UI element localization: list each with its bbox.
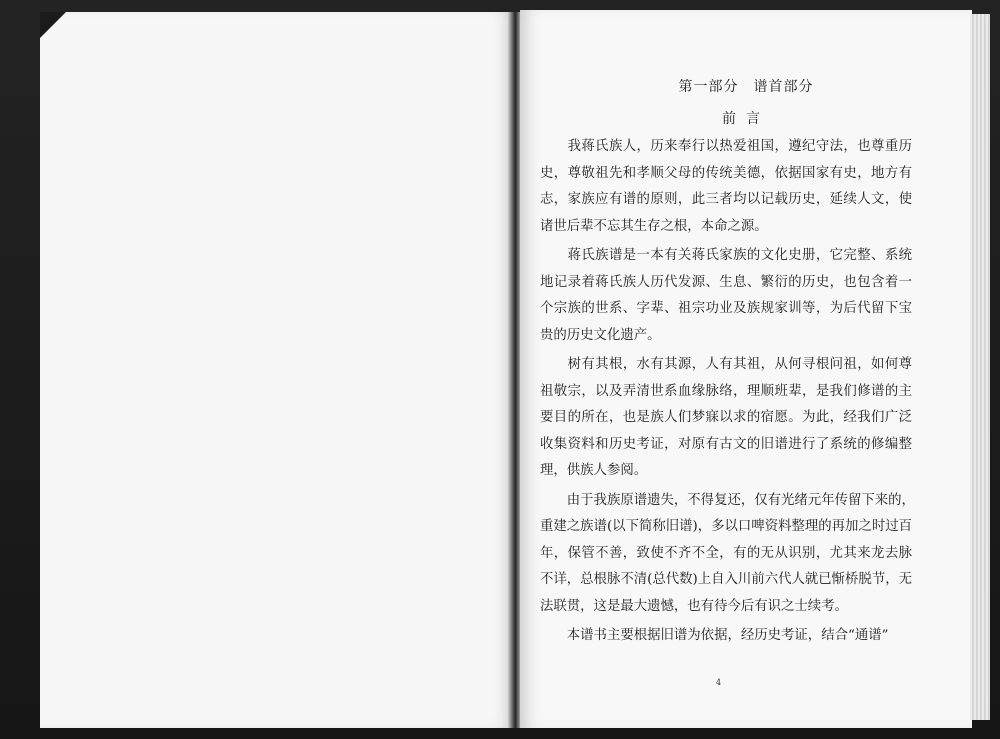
text-line: 重建之族谱(以下简称旧谱)，多以口啤资料整理的再加之时过百	[540, 519, 912, 534]
paragraph	[540, 488, 915, 621]
section-title: 前言	[722, 111, 770, 127]
bleed-through-text	[56, 70, 460, 203]
folded-corner	[40, 12, 66, 38]
text-line: 蒋氏族谱是一本有关蒋氏家族的文化史册，它完整、系统	[540, 248, 912, 263]
text-line: 树有其根，水有其源，人有其祖，从何寻根问祖，如何尊	[540, 357, 912, 372]
paragraph	[540, 134, 912, 240]
text-line: 地记录着蒋氏族人历代发源、生息、繁衍的历史，也包含着一	[540, 274, 912, 290]
right-page-content	[540, 70, 915, 653]
text-line: 年，保管不善，致使不齐不全，有的无从识别，尤其来龙去脉	[540, 545, 912, 561]
text-line: 个宗族的世系、字辈、祖宗功业及族规家训等，为后代留下宝	[540, 301, 912, 316]
text-line: 我蒋氏族人，历来奉行以热爱祖国，遵纪守法，也尊重历	[540, 139, 912, 154]
text-line: 诸世后辈不忘其生存之根，本命之源。	[540, 218, 768, 234]
paragraph	[540, 243, 912, 349]
text-line: 由于我族原谱遗失，不得复还，仅有光绪元年传留下来的，	[540, 492, 915, 508]
paragraph	[540, 623, 912, 650]
part-title: 第一部分 谱首部分	[678, 79, 814, 95]
text-line: 志，家族应有谱的原则，此三者均以记载历史，延续人文，使	[540, 192, 912, 207]
text-line: 法联贯，这是最大遗憾，也有待今后有识之士续考。	[540, 598, 848, 614]
text-line: 史，尊敬祖先和孝顺父母的传统美德，依据国家有史，地方有	[540, 165, 912, 181]
text-line: 要目的所在，也是族人们梦寐以求的宿愿。为此，经我们广泛	[540, 410, 912, 425]
text-line: 祖敬宗，以及弄清世系血缘脉络，理顺班辈，是我们修谱的主	[540, 383, 912, 399]
text-line: 贵的历史文化遗产。	[540, 327, 661, 343]
text-line: 理，供族人参阅。	[540, 463, 648, 478]
text-line: 本谱书主要根据旧谱为依据，经历史考证，结合“通谱”	[540, 628, 889, 643]
paragraph	[540, 352, 912, 485]
text-line: 不详，总根脉不清(总代数)上自入川前六代人就已惭桥脱节，无	[540, 572, 912, 587]
page-edges	[970, 14, 990, 720]
text-line: 收集资料和历史考证，对原有古文的旧谱进行了系统的修编整	[540, 436, 912, 452]
page-number: 4	[716, 678, 722, 687]
